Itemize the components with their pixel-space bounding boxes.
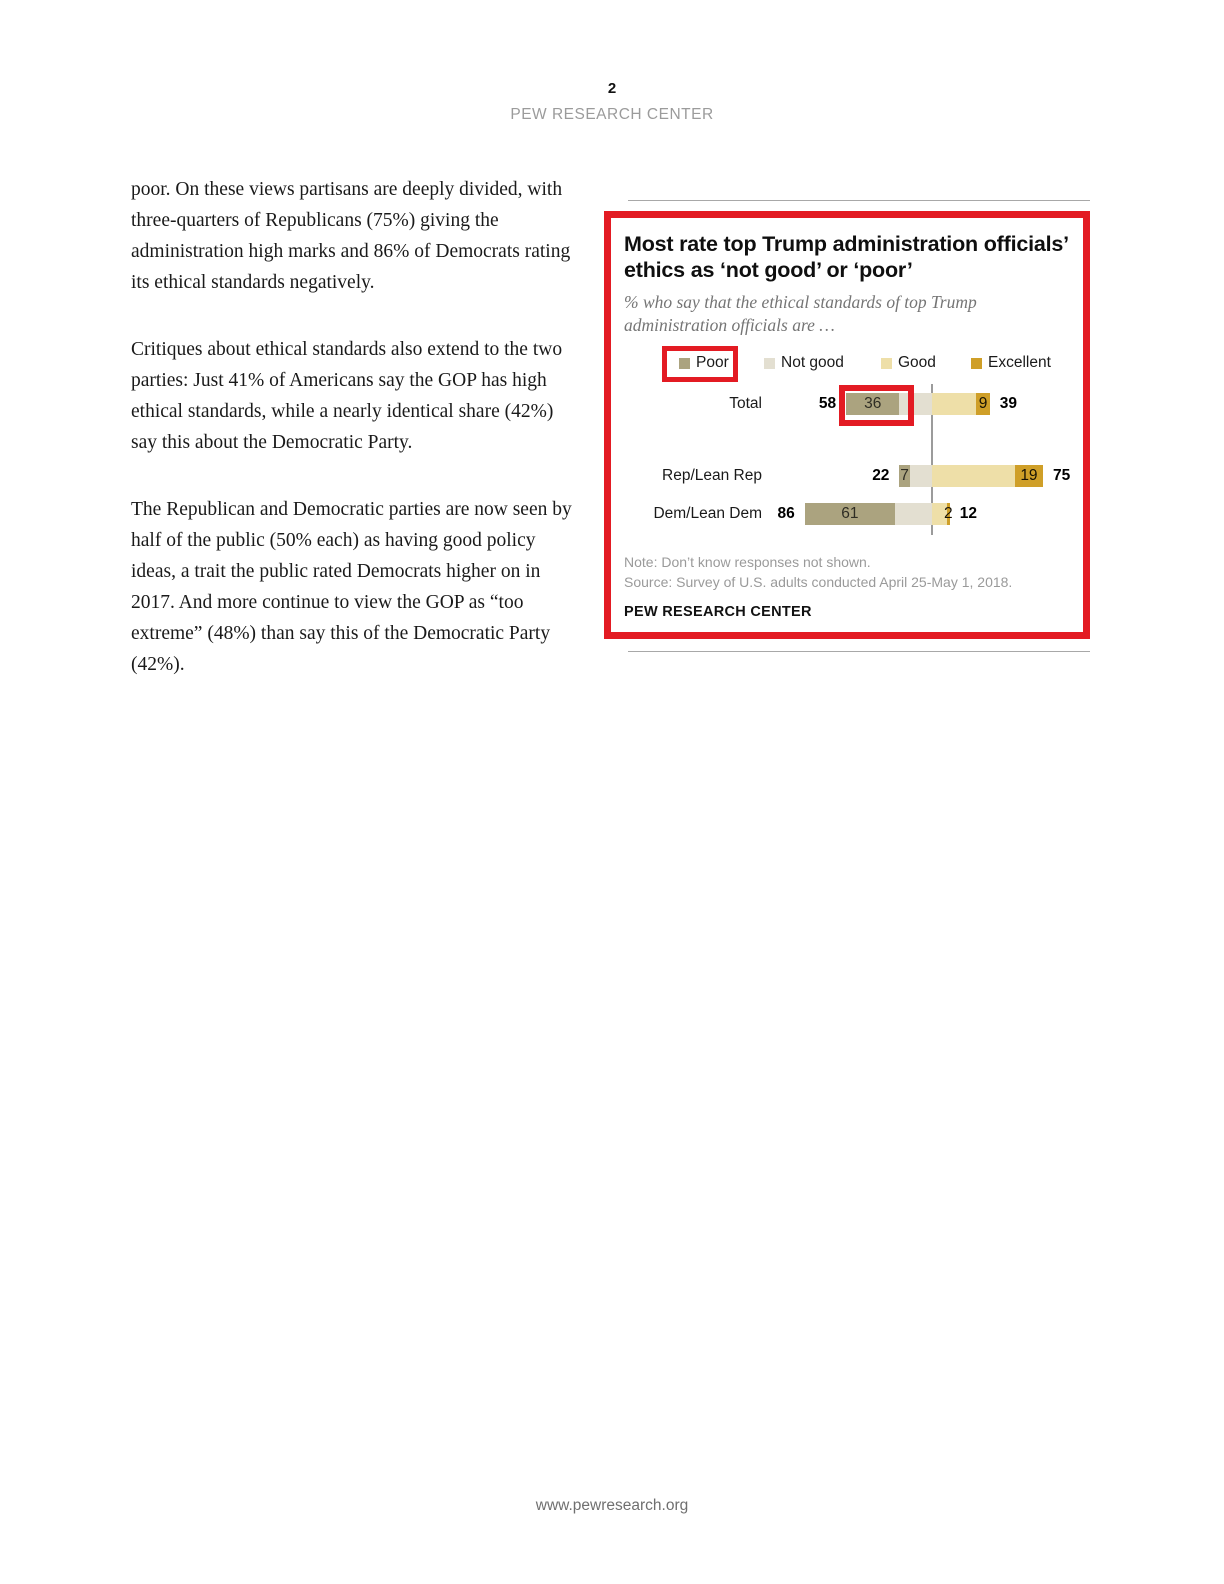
chart-title: Most rate top Trump administration officials’ ethics as ‘not good’ or ‘poor’: [624, 232, 1068, 282]
page-number: 2: [607, 80, 617, 97]
bar-value-poor: 7: [900, 467, 909, 484]
legend-item-good: [881, 354, 936, 372]
bar-net-positive: 75: [1053, 467, 1071, 484]
bar-segment-not-good: [895, 503, 932, 525]
legend-item-excellent: [971, 354, 1051, 372]
legend-label: Not good: [781, 354, 844, 371]
chart-subtitle: % who say that the ethical standards of top Trump administration officials are …: [624, 292, 977, 335]
chart-note: Note: Don’t know responses not shown.: [624, 554, 871, 570]
chart-source: Source: Survey of U.S. adults conducted April 25-May 1, 2018.: [624, 574, 1013, 590]
legend-label: Excellent: [988, 354, 1051, 371]
bar-segment-not-good: [899, 393, 932, 415]
legend-item-poor: [679, 354, 729, 372]
bar-net-negative: 58: [818, 395, 837, 412]
bar-value-excellent: 9: [978, 395, 988, 412]
bar-net-positive: 12: [959, 505, 977, 522]
category-label: Total: [729, 395, 762, 412]
category-label: Dem/Lean Dem: [653, 505, 762, 522]
figure-top-rule: [628, 200, 1090, 201]
footer-url: www.pewresearch.org: [535, 1497, 689, 1514]
chart-legend: [624, 354, 1073, 374]
running-header: PEW RESEARCH CENTER: [510, 106, 714, 123]
legend-swatch-good: [881, 358, 892, 369]
bar-segment-good: [932, 465, 1015, 487]
figure-bottom-rule: [628, 651, 1090, 652]
category-label: Rep/Lean Rep: [662, 467, 762, 484]
chart-brand: PEW RESEARCH CENTER: [624, 604, 812, 620]
legend-swatch-not-good: [764, 358, 775, 369]
body-paragraph-1: poor. On these views partisans are deeply divided, with three-quarters of Republicans (75%) giving the administration high marks and 86% of Democrats rating its ethical standards negatively.: [131, 179, 571, 293]
plot: [624, 378, 1073, 540]
legend-label: Good: [898, 354, 936, 371]
legend-label: Poor: [696, 354, 729, 371]
bar-value-excellent: 2: [943, 505, 953, 522]
legend-item-not-good: [764, 354, 844, 372]
legend-swatch-poor: [679, 358, 690, 369]
annotation-box-chart: [604, 211, 1090, 639]
body-paragraph-3: The Republican and Democratic parties are now seen by half of the public (50% each) as having good policy ideas, a trait the public rated Democrats higher on in 2017. And more continue to view the GOP as “too extreme” (48%) than say this of the Democratic Party (42%).: [131, 499, 572, 675]
bar-net-negative: 86: [777, 505, 795, 522]
bar-value-poor: 61: [841, 505, 859, 522]
bar-net-positive: 39: [999, 395, 1017, 412]
bar-value-poor: 36: [864, 395, 882, 412]
chart-note-source: [624, 552, 1073, 592]
body-paragraph-2: Critiques about ethical standards also extend to the two parties: Just 41% of Americans say the GOP has high ethical standards, while a nearly identical share (42%) say this about the Democratic Party.: [131, 339, 563, 453]
bar-value-excellent: 19: [1020, 467, 1038, 484]
chart-figure: [604, 200, 1090, 652]
legend-swatch-excellent: [971, 358, 982, 369]
bar-net-negative: 22: [872, 467, 890, 484]
page-content: [131, 174, 1090, 716]
